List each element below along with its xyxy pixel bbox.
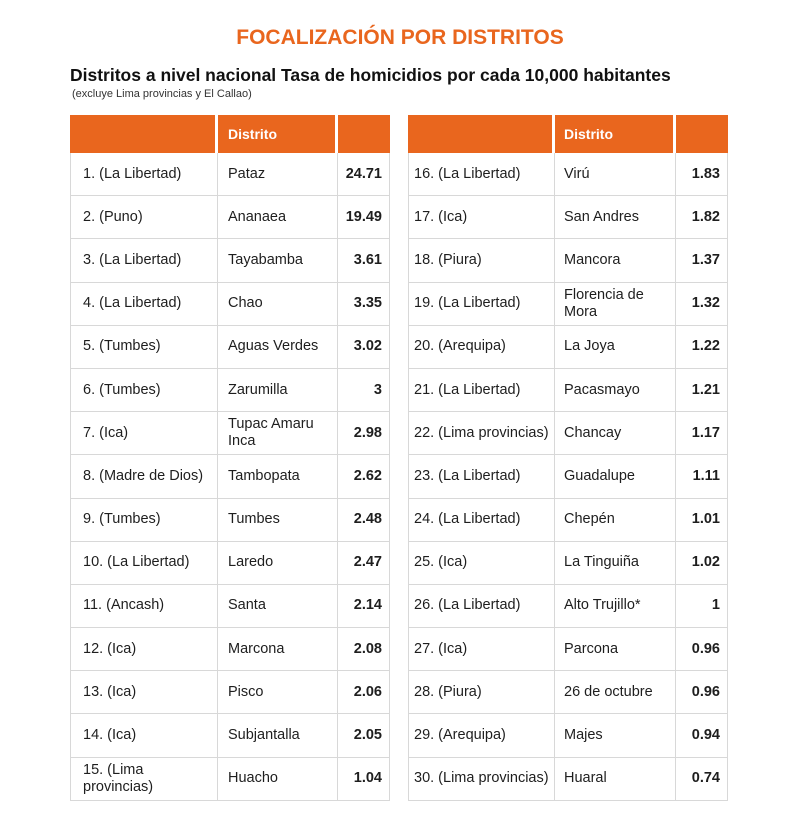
rank-cell: 21. (La Libertad)	[408, 369, 555, 412]
ranking-table-left	[70, 115, 390, 801]
rate-cell: 1	[676, 585, 728, 628]
district-cell: La Tinguiña	[555, 542, 676, 585]
rank-cell: 24. (La Libertad)	[408, 499, 555, 542]
rate-cell: 3	[338, 369, 390, 412]
table-row	[70, 758, 390, 801]
district-cell: Subjantalla	[218, 714, 338, 757]
district-cell: Pacasmayo	[555, 369, 676, 412]
rate-cell: 0.74	[676, 758, 728, 801]
rate-cell: 3.61	[338, 239, 390, 282]
district-cell: Tupac Amaru Inca	[218, 412, 338, 455]
rank-cell: 15. (Lima provincias)	[70, 758, 218, 801]
rate-cell: 2.47	[338, 542, 390, 585]
rate-cell: 0.96	[676, 628, 728, 671]
table-row	[70, 455, 390, 498]
table-row	[70, 369, 390, 412]
table-row	[70, 283, 390, 326]
table-header-row	[408, 115, 728, 153]
table-row	[408, 758, 728, 801]
rate-cell: 1.32	[676, 283, 728, 326]
rate-cell: 1.04	[338, 758, 390, 801]
rate-cell: 0.96	[676, 671, 728, 714]
table-row	[408, 239, 728, 282]
district-cell: Chao	[218, 283, 338, 326]
district-cell: Chepén	[555, 499, 676, 542]
district-cell: San Andres	[555, 196, 676, 239]
rank-cell: 3. (La Libertad)	[70, 239, 218, 282]
table-row	[70, 714, 390, 757]
rank-cell: 16. (La Libertad)	[408, 153, 555, 196]
rank-cell: 18. (Piura)	[408, 239, 555, 282]
rate-cell: 0.94	[676, 714, 728, 757]
header-district: Distrito	[218, 115, 338, 153]
table-row	[70, 196, 390, 239]
rank-cell: 30. (Lima provincias)	[408, 758, 555, 801]
table-row	[408, 455, 728, 498]
district-cell: Tayabamba	[218, 239, 338, 282]
table-row	[70, 585, 390, 628]
rank-cell: 11. (Ancash)	[70, 585, 218, 628]
district-cell: Chancay	[555, 412, 676, 455]
district-cell: Guadalupe	[555, 455, 676, 498]
rank-cell: 5. (Tumbes)	[70, 326, 218, 369]
rank-cell: 14. (Ica)	[70, 714, 218, 757]
table-row	[408, 196, 728, 239]
district-cell: Huaral	[555, 758, 676, 801]
rank-cell: 27. (Ica)	[408, 628, 555, 671]
table-row	[408, 283, 728, 326]
rate-cell: 1.83	[676, 153, 728, 196]
rate-cell: 3.02	[338, 326, 390, 369]
table-row	[408, 499, 728, 542]
table-row	[408, 585, 728, 628]
rate-cell: 24.71	[338, 153, 390, 196]
rank-cell: 29. (Arequipa)	[408, 714, 555, 757]
header-rate	[338, 115, 390, 153]
rate-cell: 2.08	[338, 628, 390, 671]
district-cell: Tambopata	[218, 455, 338, 498]
rate-cell: 19.49	[338, 196, 390, 239]
rate-cell: 1.01	[676, 499, 728, 542]
rank-cell: 2. (Puno)	[70, 196, 218, 239]
header-rate	[676, 115, 728, 153]
rate-cell: 2.14	[338, 585, 390, 628]
table-row	[408, 412, 728, 455]
rank-cell: 25. (Ica)	[408, 542, 555, 585]
table-row	[408, 628, 728, 671]
table-row	[408, 671, 728, 714]
rank-cell: 20. (Arequipa)	[408, 326, 555, 369]
district-cell: Huacho	[218, 758, 338, 801]
rank-cell: 17. (Ica)	[408, 196, 555, 239]
rate-cell: 1.21	[676, 369, 728, 412]
district-cell: Ananaea	[218, 196, 338, 239]
rank-cell: 13. (Ica)	[70, 671, 218, 714]
table-row	[408, 369, 728, 412]
district-cell: Majes	[555, 714, 676, 757]
header-rank	[408, 115, 555, 153]
rank-cell: 23. (La Libertad)	[408, 455, 555, 498]
page-title: FOCALIZACIÓN POR DISTRITOS	[236, 26, 564, 49]
district-cell: Tumbes	[218, 499, 338, 542]
table-row	[70, 239, 390, 282]
rank-cell: 28. (Piura)	[408, 671, 555, 714]
table-row	[70, 326, 390, 369]
district-cell: Florencia de Mora	[555, 283, 676, 326]
rate-cell: 1.22	[676, 326, 728, 369]
district-cell: Mancora	[555, 239, 676, 282]
district-cell: Aguas Verdes	[218, 326, 338, 369]
ranking-table-right	[408, 115, 728, 801]
table-row	[70, 412, 390, 455]
district-cell: Zarumilla	[218, 369, 338, 412]
table-row	[408, 326, 728, 369]
rank-cell: 6. (Tumbes)	[70, 369, 218, 412]
table-row	[408, 714, 728, 757]
header-district: Distrito	[555, 115, 676, 153]
table-row	[408, 153, 728, 196]
rate-cell: 2.98	[338, 412, 390, 455]
rate-cell: 2.48	[338, 499, 390, 542]
district-cell: 26 de octubre	[555, 671, 676, 714]
table-row	[408, 542, 728, 585]
rank-cell: 12. (Ica)	[70, 628, 218, 671]
rate-cell: 2.62	[338, 455, 390, 498]
district-cell: Marcona	[218, 628, 338, 671]
table-header-row	[70, 115, 390, 153]
rate-cell: 1.82	[676, 196, 728, 239]
district-cell: La Joya	[555, 326, 676, 369]
table-row	[70, 153, 390, 196]
rate-cell: 1.37	[676, 239, 728, 282]
district-cell: Pataz	[218, 153, 338, 196]
rate-cell: 2.05	[338, 714, 390, 757]
table-body-right	[408, 153, 728, 801]
rank-cell: 7. (Ica)	[70, 412, 218, 455]
district-cell: Parcona	[555, 628, 676, 671]
rate-cell: 2.06	[338, 671, 390, 714]
table-body-left	[70, 153, 390, 801]
rank-cell: 26. (La Libertad)	[408, 585, 555, 628]
rank-cell: 4. (La Libertad)	[70, 283, 218, 326]
rate-cell: 1.11	[676, 455, 728, 498]
rank-cell: 8. (Madre de Dios)	[70, 455, 218, 498]
rate-cell: 1.17	[676, 412, 728, 455]
district-cell: Santa	[218, 585, 338, 628]
rank-cell: 1. (La Libertad)	[70, 153, 218, 196]
district-cell: Virú	[555, 153, 676, 196]
table-note: (excluye Lima provincias y El Callao)	[72, 88, 252, 100]
district-cell: Laredo	[218, 542, 338, 585]
rank-cell: 19. (La Libertad)	[408, 283, 555, 326]
table-subtitle: Distritos a nivel nacional Tasa de homicidios por cada 10,000 habitantes	[70, 65, 671, 85]
rate-cell: 1.02	[676, 542, 728, 585]
table-row	[70, 542, 390, 585]
rate-cell: 3.35	[338, 283, 390, 326]
district-cell: Alto Trujillo*	[555, 585, 676, 628]
header-rank	[70, 115, 218, 153]
district-cell: Pisco	[218, 671, 338, 714]
table-row	[70, 628, 390, 671]
table-row	[70, 499, 390, 542]
rank-cell: 10. (La Libertad)	[70, 542, 218, 585]
rank-cell: 22. (Lima provincias)	[408, 412, 555, 455]
rank-cell: 9. (Tumbes)	[70, 499, 218, 542]
table-row	[70, 671, 390, 714]
